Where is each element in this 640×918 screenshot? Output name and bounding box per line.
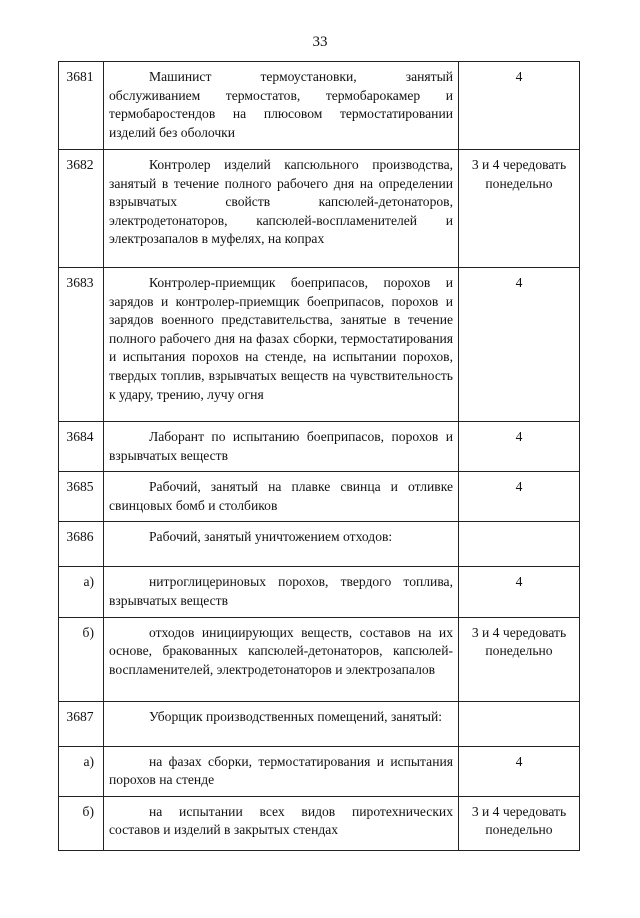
row-number: 3683 — [59, 268, 104, 422]
row-description-text: Уборщик производственных помещений, занятый: — [149, 708, 443, 724]
row-value: 4 — [459, 472, 580, 522]
table-row — [59, 617, 580, 701]
row-value: 3 и 4 чередовать понедельно — [459, 150, 580, 268]
row-value: 4 — [459, 746, 580, 796]
row-value: 4 — [459, 62, 580, 150]
row-description-text: Рабочий, занятый на плавке свинца и отливке свинцовых бомб и столбиков — [109, 479, 453, 513]
table-row — [59, 567, 580, 617]
row-value — [459, 522, 580, 567]
row-description-text: на фазах сборки, термостатирования и испытания порохов на стенде — [109, 753, 453, 788]
row-description-text: на испытании всех видов пиротехнических составов и изделий в закрытых стендах — [109, 803, 453, 838]
row-value — [459, 701, 580, 746]
row-description — [104, 746, 459, 796]
row-description — [104, 422, 459, 472]
row-value: 4 — [459, 567, 580, 617]
row-description — [104, 701, 459, 746]
row-description-text: Рабочий, занятый уничтожением отходов: — [149, 529, 393, 545]
row-number: 3686 — [59, 522, 104, 567]
row-value: 3 и 4 чередовать понедельно — [459, 617, 580, 701]
row-number: б) — [59, 617, 104, 701]
table-row — [59, 522, 580, 567]
table-row — [59, 150, 580, 268]
row-description — [104, 150, 459, 268]
table-row — [59, 62, 580, 150]
row-value: 4 — [459, 268, 580, 422]
row-number: 3685 — [59, 472, 104, 522]
row-description-text: Машинист термоустановки, занятый обслуживанием термостатов, термобарокамер и термобаростендов на плюсовом термостатировании изделий без оболочки — [109, 69, 453, 140]
table-row — [59, 268, 580, 422]
row-number: б) — [59, 796, 104, 850]
row-description-text: Контролер изделий капсюльного производства, занятый в течение полного рабочего дня на определении взрывчатых свойств капсюлей-детонаторов, электродетонаторов, капсюлей-воспламенителей и электрозапалов в муфелях, на копрах — [109, 157, 453, 247]
row-description-text: нитроглицериновых порохов, твердого топлива, взрывчатых веществ — [109, 574, 453, 608]
table-row — [59, 796, 580, 850]
row-number: 3687 — [59, 701, 104, 746]
page-number: 33 — [312, 34, 328, 50]
row-description — [104, 62, 459, 150]
row-description-text: Лаборант по испытанию боеприпасов, порохов и взрывчатых веществ — [109, 429, 453, 463]
row-description — [104, 522, 459, 567]
table-row — [59, 422, 580, 472]
occupation-table — [58, 61, 580, 851]
row-number: 3682 — [59, 150, 104, 268]
row-number: а) — [59, 567, 104, 617]
row-description — [104, 472, 459, 522]
table-row — [59, 701, 580, 746]
table-row — [59, 472, 580, 522]
row-description — [104, 567, 459, 617]
row-number: 3684 — [59, 422, 104, 472]
row-description — [104, 796, 459, 850]
row-value: 3 и 4 чередовать понедельно — [459, 796, 580, 850]
row-description-text: Контролер-приемщик боеприпасов, порохов и зарядов и контролер-приемщик боеприпасов, порохов и зарядов военного представительства, занятые в течение полного рабочего дня на фазах сборки, термостатирования и испытания порохов на стенде, на испытании порохов, твердых топлив, взрывчатых веществ на чувствительность к удару, трению, лучу огня — [109, 275, 453, 402]
row-number: 3681 — [59, 62, 104, 150]
table-row — [59, 746, 580, 796]
row-description-text: отходов инициирующих веществ, составов на их основе, бракованных капсюлей-детонаторов, капсюлей-воспламенителей, электродетонаторов и электрозапалов — [109, 624, 453, 677]
row-value: 4 — [459, 422, 580, 472]
row-description — [104, 268, 459, 422]
row-number: а) — [59, 746, 104, 796]
row-description — [104, 617, 459, 701]
